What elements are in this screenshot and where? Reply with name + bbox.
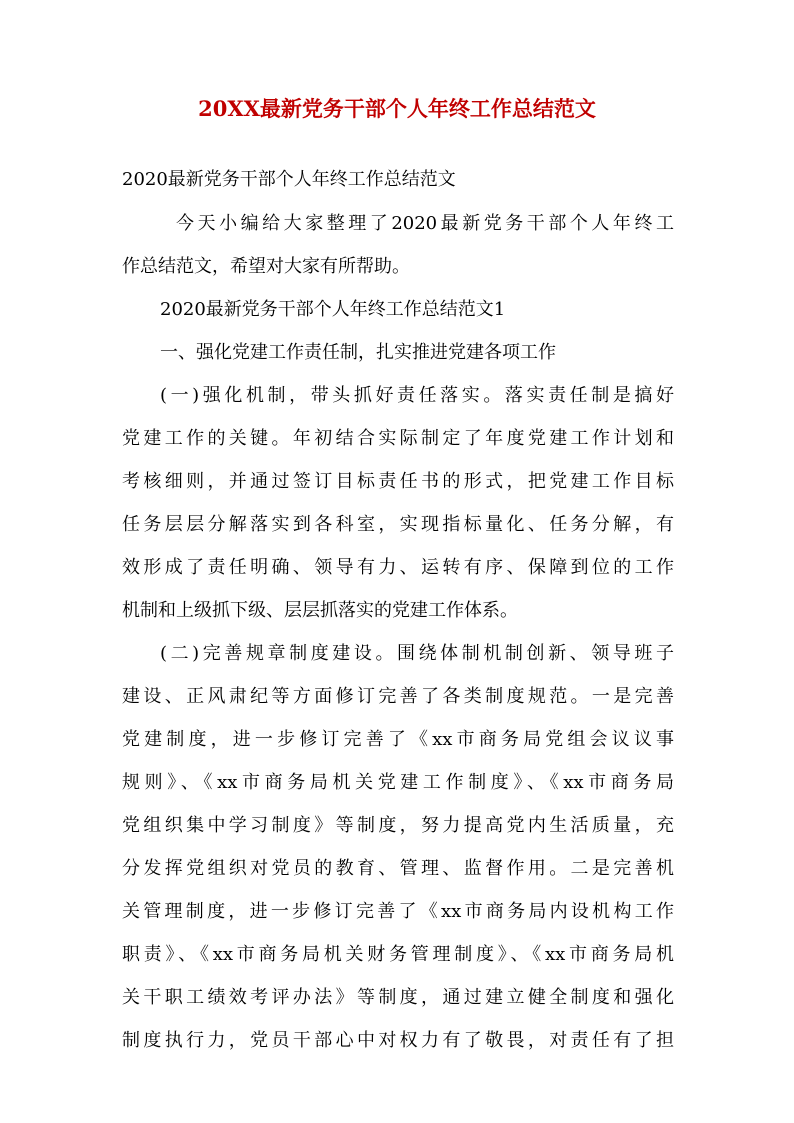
body-line: 建设、正风肃纪等方面修订完善了各类制度规范。一是完善: [122, 686, 674, 707]
body-line: 效形成了责任明确、领导有力、运转有序、保障到位的工作: [122, 557, 674, 578]
body-line: 机制和上级抓下级、层层抓落实的党建工作体系。: [122, 600, 518, 621]
subtitle-line: 2020最新党务干部个人年终工作总结范文: [122, 169, 456, 190]
body-line: 党建制度，进一步修订完善了《xx市商务局党组会议议事: [122, 729, 674, 750]
body-line: 今天小编给大家整理了2020最新党务干部个人年终工: [176, 213, 674, 234]
body-line: (二)完善规章制度建设。围绕体制机制创新、领导班子: [160, 643, 674, 664]
body-line: 任务层层分解落实到各科室，实现指标量化、任务分解，有: [122, 514, 674, 535]
body-line: 党组织集中学习制度》等制度，努力提高党内生活质量，充: [122, 815, 674, 836]
body-line: 关管理制度，进一步修订完善了《xx市商务局内设机构工作: [122, 901, 674, 922]
section-heading: 2020最新党务干部个人年终工作总结范文1: [160, 299, 506, 320]
body-line: 制度执行力，党员干部心中对权力有了敬畏，对责任有了担: [122, 1030, 674, 1051]
body-line: 考核细则，并通过签订目标责任书的形式，把党建工作目标: [122, 471, 674, 492]
document-title: 20XX最新党务干部个人年终工作总结范文: [198, 96, 596, 121]
body-line: 分发挥党组织对党员的教育、管理、监督作用。二是完善机: [122, 858, 674, 879]
body-line: 作总结范文，希望对大家有所帮助。: [122, 256, 410, 277]
body-line: 党建工作的关键。年初结合实际制定了年度党建工作计划和: [122, 428, 674, 449]
section-heading: 一、强化党建工作责任制，扎实推进党建各项工作: [160, 342, 556, 363]
body-line: 规则》、《xx市商务局机关党建工作制度》、《xx市商务局: [122, 772, 674, 793]
body-line: 关干职工绩效考评办法》等制度，通过建立健全制度和强化: [122, 987, 674, 1008]
body-line: 职责》、《xx市商务局机关财务管理制度》、《xx市商务局机: [122, 944, 674, 965]
body-line: (一)强化机制，带头抓好责任落实。落实责任制是搞好: [160, 385, 674, 406]
